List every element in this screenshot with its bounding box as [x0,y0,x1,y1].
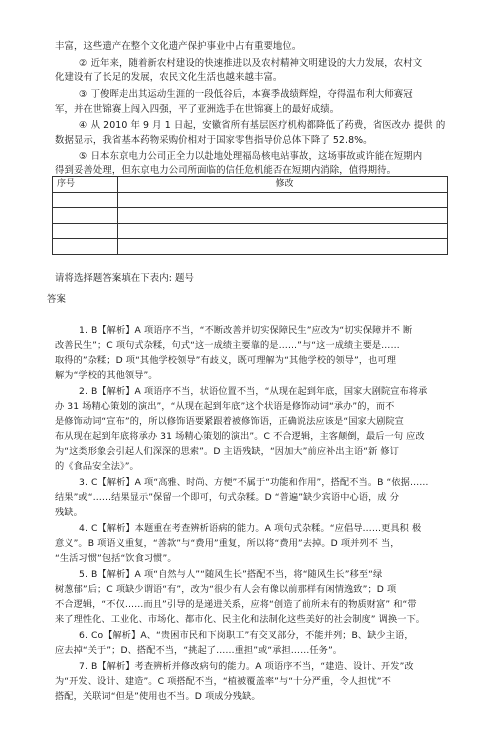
paragraph-line: ② 近年来，随着新农村建设的快速推进以及农村精神文明建设的大力发展，农村文 [79,58,423,69]
table-cell[interactable] [118,192,448,208]
revision-table [52,176,448,255]
table-cell[interactable] [53,192,118,208]
table-row [53,239,448,255]
answer-line: 残缺。 [55,507,83,518]
table-header-number: 序号 [53,177,118,193]
paragraph-line: ③ 丁俊晖走出其运动生涯的一段低谷后，本赛季战绩辉煌，夺得温布利大师赛冠 [79,89,413,100]
answer-line: 取得的”杂糅；D 项“其他学校领导”有歧义，既可理解为“其他学校的领导”，也可理 [55,355,396,366]
answer-line: 是修饰动词“宣布”的，所以修饰语要紧跟着被修饰语，正确说法应该是“国家大剧院宣 [55,416,404,427]
table-cell[interactable] [118,208,448,224]
paragraph-line: ④ 从 2010 年 9 月 1 日起，安徽省所有基层医疗机构都降低了药费，省医改办 提供 的 [79,120,446,131]
answer-line: 应去掉“关于”；D、搭配不当，“挑起了……重担”或“承担……任务”。 [55,645,343,656]
paragraph-line: 数据显示，我省基本药物采购价相对于国家零售指导价总体下降了 52.8%。 [55,135,373,146]
paragraph-line: 军，并在世锦赛上闯入四强，平了亚洲选手在世锦赛上的最好成绩。 [55,104,340,115]
table-row [53,208,448,224]
instruction-text: 请将选择题答案填在下表内: 题号 [55,273,194,284]
answer-line: 5. B【解析】A 项“自然与人”“随风生长”搭配不当，将“随风生长”移至“绿 [79,569,383,580]
table-cell[interactable] [53,239,118,255]
answers-heading: 答案 [47,294,66,305]
answer-line: 改善民生”；C 项句式杂糅，句式“这一成绩主要靠的是……”与“这一成绩主要是…… [55,340,400,351]
answer-line: 6. Co【解析】A、“贵困市民和下岗职工”有交叉部分，不能并列；B、缺少主语， [79,630,414,641]
paragraph-line: 化建设有了长足的发展，农民文化生活也越来越丰富。 [55,72,283,83]
answer-line: 的《食品安全法》”。 [55,461,139,472]
answer-line: 树葱郁”后；C 项缺少谓语“有”，改为“很少有人会有像以前那样有闲情逸致”；D 项 [55,584,397,595]
answer-line: 2. B【解析】A 项语序不当，状语位置不当，“从现在起到年底，国家大剧院宣布将承 [79,386,428,397]
paragraph-line: ⑤ 日本东京电力公司正全力以赴地处理福岛核电站事故，这场事故或许能在短期内 [79,151,423,162]
answer-line: 意义”。B 项语义重复，“善款”与“费用”重复，所以将“费用”去掉。D 项并列不 当， [55,538,400,549]
answer-line: 为“这类形象会引起人们深深的思索”。D 主语残缺，“因加大”前应补出主语“新 修订 [55,446,399,457]
paragraph-line: 丰富，这些遗产在整个文化遗产保护事业中占有重要地位。 [55,41,302,52]
answer-line: 来了理性化、工业化、市场化、都市化、民主化和法制化这些美好的社会制度” 调换一下。 [55,614,426,625]
answer-line: 布从现在起到年底将承办 31 场精心策划的演出”。C 不合逻辑，主客颠倒，最后一句 应改 [55,431,425,442]
answer-line: 搭配，关联词“但是”使用也不当。D 项成分残缺。 [55,691,261,702]
answer-line: 1. B【解析】A 项语序不当，“不断改善并切实保障民生”应改为“切实保障并不 断 [79,325,413,336]
table-cell[interactable] [118,223,448,239]
answer-line: 为“开发、设计、建造”。C 项搭配不当，“植被覆盖率”与“十分严重，令人担忧”不 [55,676,391,687]
answer-line: 不合逻辑，“不仅……而且”引导的是递进关系，应将“创造了前所未有的物质财富” 和“带 [55,599,417,610]
answer-line: 结果”或“……结果显示”保留一个即可，句式杂糅。D “普遍”缺少宾语中心语，成 分 [55,492,399,503]
answer-line: “生活习惯”包括“饮食习惯”。 [55,553,177,564]
table-cell[interactable] [118,239,448,255]
table-header-revision: 修改 [118,177,448,193]
answer-line: 解为“学校的其他领导”。 [55,370,158,381]
answer-line: 3. C【解析】A 项“高雅、时尚、方便”不属于“功能和作用”，搭配不当。B “依据…… [79,477,429,488]
answer-line: 7. B【解析】考查辨析并修改病句的能力。A 项语序不当，“建造、设计、开发”改 [79,661,414,672]
paragraph-line: 得到妥善处理，但东京电力公司所面临的信任危机能否在短期内消除，值得期待。 [55,165,397,176]
table-row [53,223,448,239]
table-cell[interactable] [53,223,118,239]
table-row [53,192,448,208]
table-header-row [53,177,448,193]
table-cell[interactable] [53,208,118,224]
answer-line: 办 31 场精心策划的演出”，“从现在起到年底”这个状语是修饰动词“承办”的，而不 [55,401,395,412]
answer-line: 4. C【解析】本题重在考查辨析语病的能力。A 项句式杂糅。“应倡导……更具积 极 [79,523,422,534]
